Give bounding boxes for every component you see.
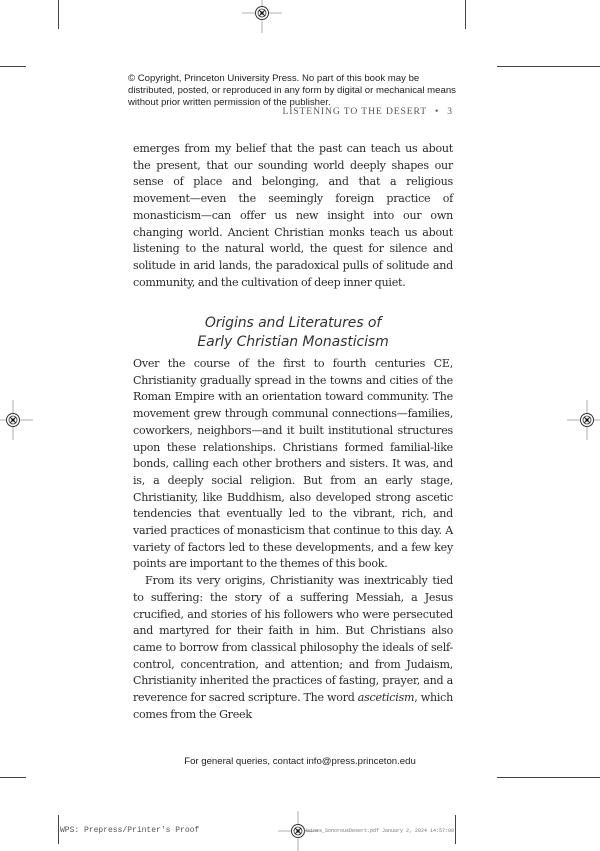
slug-file-info: Haines_SonorousDesert.pdf January 2, 2024 14:57:00 [303, 828, 454, 834]
slug-proof-label: WPS: Prepress/Printer's Proof [60, 826, 200, 835]
section-heading-line-1: Origins and Literatures of [204, 315, 382, 331]
footer-contact: For general queries, contact info@press.princeton.edu [184, 756, 416, 767]
intro-text-block [133, 141, 453, 291]
section-heading-line-2: Early Christian Monasticism [197, 334, 389, 350]
crop-mark-bottom-right-horizontal [497, 777, 600, 778]
paragraph-2 [133, 573, 453, 723]
paragraph-2-text-end: , which comes from the Greek [133, 691, 454, 721]
crop-mark-bottom-right-vertical [455, 815, 456, 844]
paragraph-1: Over the course of the first to fourth centuries CE, Christianity gradually spread in the towns and cities of the Roman Empire with an orientation toward community. The movement grew through communal connections—families, coworkers, neighbors—and it built institutional structures upon these relationships. Christians formed familial-like bonds, calling each other brothers and sisters. It was, and is, a deeply social religion. But from an early stage, Christianity, like Buddhism, also developed strong ascetic tendencies that eventually led to the vibrant, rich, and varied practices of monasticism that continue to this day. A variety of factors led to these developments, and a few key points are important to the themes of this book. [133, 357, 453, 571]
crop-mark-top-left-horizontal [0, 66, 26, 67]
section-text-block [133, 356, 453, 723]
paragraph-2-italic-term: asceticism [357, 691, 415, 705]
crop-mark-top-left-vertical [58, 0, 59, 29]
registration-mark-right-icon [567, 400, 600, 440]
running-head-separator: • [435, 106, 440, 117]
page-number: 3 [447, 106, 453, 117]
crop-mark-top-right-horizontal [497, 66, 600, 67]
crop-mark-bottom-left-horizontal [0, 777, 26, 778]
crop-mark-top-right-vertical [465, 0, 466, 29]
section-heading [133, 314, 453, 352]
intro-paragraph: emerges from my belief that the past can teach us about the present, that our sounding world deeply shapes our sense of place and belonging, and that a religious movement—even the seemingly foreign practice of monasticism—can offer us new insight into our own changing world. Ancient Christian monks teach us about listening to the natural world, the quest for silence and solitude in arid lands, the paradoxical pulls of solitude and community, and the cultivation of deep inner quiet. [133, 142, 453, 289]
crop-mark-bottom-left-vertical [58, 815, 59, 844]
paragraph-2-text-start: From its very origins, Christianity was inextricably tied to suffering: the story of a suffering Messiah, a Jesus crucified, and stories of his followers who were persecuted and martyred for their faith in him. But Christians also came to borrow from classical philosophy the ideals of self-control, concentration, and attention; and from Judaism, Christianity inherited the practices of fasting, prayer, and a reverence for sacred scripture. The word [133, 574, 453, 705]
registration-mark-left-icon [0, 400, 33, 440]
registration-mark-top-icon [242, 0, 282, 33]
running-head [230, 106, 453, 117]
running-head-title: LISTENING TO THE DESERT [282, 106, 428, 117]
copyright-notice: © Copyright, Princeton University Press. No part of this book may be distributed, posted, or reproduced in any form by digital or mechanical means without prior written permission of the publisher. [128, 73, 456, 109]
